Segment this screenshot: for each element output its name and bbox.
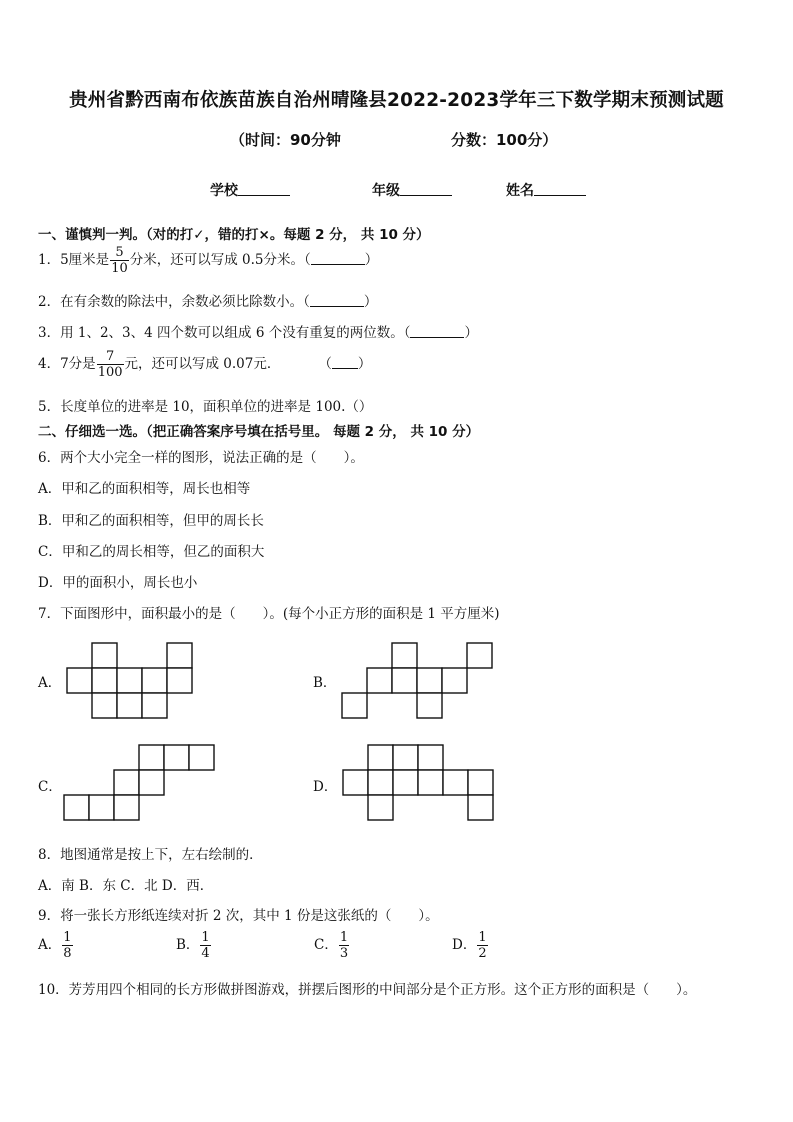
- name-field: [506, 180, 586, 200]
- figure-a-square: [92, 643, 117, 668]
- question-3: [38, 321, 478, 341]
- figure-d-square: [393, 745, 418, 770]
- q9-option-a-fraction: [62, 930, 72, 961]
- figure-b-square: [442, 668, 467, 693]
- figure-c-square: [89, 795, 114, 820]
- q9-option-a-label: A．: [38, 937, 62, 953]
- name-label: 姓名: [506, 183, 534, 199]
- time-limit: （时间：90分钟: [230, 131, 341, 149]
- q1-fraction: [110, 245, 129, 276]
- q2-text: 2．在有余数的除法中，余数必须比除数小。（: [38, 294, 310, 310]
- figure-a-square: [167, 643, 192, 668]
- figure-d-square: [443, 770, 468, 795]
- q1-numerator: 5: [110, 245, 129, 261]
- q7-figure-c: [63, 744, 218, 822]
- q7-option-a-label[interactable]: A．: [38, 675, 62, 691]
- q9-option-c-label: C．: [314, 937, 338, 953]
- figure-b-square: [342, 693, 367, 718]
- q4-text-pre: 4．7分是: [38, 356, 96, 372]
- q6-option-c[interactable]: C．甲和乙的周长相等，但乙的面积大: [38, 544, 265, 560]
- figure-a-square: [167, 668, 192, 693]
- school-blank[interactable]: [238, 181, 290, 196]
- figure-b-square: [367, 668, 392, 693]
- q1-text-post: 分米，还可以写成 0.5分米。（: [129, 252, 311, 268]
- question-1: [38, 245, 378, 276]
- q1-denominator: 10: [111, 261, 128, 276]
- figure-a-square: [67, 668, 92, 693]
- q1-paren-close: ）: [364, 252, 379, 268]
- figure-a-square: [117, 668, 142, 693]
- q1-answer-blank[interactable]: [311, 252, 365, 265]
- question-8-stem: 8．地图通常是按上下，左右绘制的．: [38, 847, 263, 863]
- q7-option-d-label[interactable]: D．: [313, 779, 338, 795]
- figure-a-square: [92, 668, 117, 693]
- question-2: [38, 290, 377, 310]
- figure-c-square: [139, 745, 164, 770]
- figure-b-square: [392, 668, 417, 693]
- figure-c-square: [164, 745, 189, 770]
- figure-d-square: [368, 770, 393, 795]
- q8-options[interactable]: A．南 B．东 C．北 D．西．: [38, 878, 214, 894]
- q2-answer-blank[interactable]: [310, 294, 364, 307]
- grade-field: [372, 180, 452, 200]
- figure-d-square: [343, 770, 368, 795]
- q6-option-b[interactable]: B．甲和乙的面积相等，但甲的周长长: [38, 513, 264, 529]
- q9-option-b[interactable]: [176, 930, 212, 961]
- q4-denominator: 100: [97, 365, 123, 380]
- figure-d-square: [368, 745, 393, 770]
- q7-figure-d: [342, 744, 497, 822]
- total-score: 分数：100分）: [451, 131, 558, 149]
- figure-d-square: [393, 770, 418, 795]
- q9-a-numerator: 1: [63, 930, 72, 945]
- q7-figure-b: [341, 642, 496, 720]
- q4-text-post: 元，还可以写成 0.07元．: [124, 356, 281, 372]
- school-label: 学校: [210, 183, 238, 199]
- q9-option-a[interactable]: [38, 930, 74, 961]
- q9-option-d-fraction: [477, 930, 487, 961]
- q3-paren-close: ）: [464, 325, 478, 341]
- figure-b-square: [417, 668, 442, 693]
- q9-option-c[interactable]: [314, 930, 350, 961]
- q9-d-denominator: 2: [478, 946, 487, 961]
- school-field: [210, 180, 290, 200]
- figure-a-square: [142, 668, 167, 693]
- q7-option-c-label[interactable]: C．: [38, 779, 62, 795]
- q7-option-b-label[interactable]: B．: [313, 675, 337, 691]
- figure-d-square: [468, 770, 493, 795]
- q6-option-a[interactable]: A．甲和乙的面积相等，周长也相等: [38, 481, 251, 497]
- question-10-stem: 10．芳芳用四个相同的长方形做拼图游戏，拼摆后图形的中间部分是个正方形。这个正方形的面积是（ ）。: [38, 982, 697, 998]
- q2-paren-close: ）: [363, 294, 378, 310]
- figure-c-square: [189, 745, 214, 770]
- q9-a-denominator: 8: [63, 946, 72, 961]
- figure-b-square: [392, 643, 417, 668]
- question-4: [38, 349, 371, 380]
- figure-d-square: [468, 795, 493, 820]
- figure-c-square: [114, 795, 139, 820]
- grade-blank[interactable]: [400, 181, 452, 196]
- q9-option-b-fraction: [200, 930, 210, 961]
- q9-option-c-fraction: [339, 930, 349, 961]
- section1-heading: 一、谨慎判一判。（对的打✓，错的打×。每题 2 分， 共 10 分）: [38, 227, 430, 243]
- figure-a-square: [92, 693, 117, 718]
- figure-a-square: [142, 693, 167, 718]
- figure-b-square: [417, 693, 442, 718]
- question-7-stem: 7．下面图形中，面积最小的是（ ）。(每个小正方形的面积是 1 平方厘米): [38, 606, 500, 622]
- name-blank[interactable]: [534, 181, 586, 196]
- figure-d-square: [418, 770, 443, 795]
- q9-option-d-label: D．: [452, 937, 477, 953]
- q3-text: 3．用 1、2、3、4 四个数可以组成 6 个没有重复的两位数。（: [38, 325, 411, 341]
- q9-c-numerator: 1: [339, 930, 349, 945]
- q4-paren-open: （: [318, 356, 332, 372]
- q9-b-denominator: 4: [201, 946, 210, 961]
- q7-figure-a: [66, 642, 196, 720]
- page-title: 贵州省黔西南布依族苗族自治州晴隆县2022-2023学年三下数学期末预测试题: [69, 90, 724, 111]
- q9-option-d[interactable]: [452, 930, 489, 961]
- figure-a-square: [117, 693, 142, 718]
- question-6-stem: 6．两个大小完全一样的图形，说法正确的是（ ）。: [38, 450, 364, 466]
- q9-c-denominator: 3: [339, 946, 349, 961]
- q1-text-pre: 1．5厘米是: [38, 252, 110, 268]
- figure-d-square: [368, 795, 393, 820]
- q9-option-b-label: B．: [176, 937, 200, 953]
- question-9-stem: 9．将一张长方形纸连续对折 2 次，其中 1 份是这张纸的（ ）。: [38, 908, 439, 924]
- q9-b-numerator: 1: [201, 930, 210, 945]
- question-5: 5．长度单位的进率是 10，面积单位的进率是 100.（）: [38, 399, 373, 415]
- figure-c-square: [139, 770, 164, 795]
- q3-answer-blank[interactable]: [410, 325, 464, 338]
- q4-numerator: 7: [97, 349, 124, 365]
- figure-c-square: [64, 795, 89, 820]
- q4-fraction: [97, 349, 124, 380]
- figure-b-square: [467, 643, 492, 668]
- q4-answer-blank[interactable]: [332, 356, 358, 369]
- q4-paren-close: ）: [357, 356, 372, 372]
- grade-label: 年级: [372, 183, 400, 199]
- figure-c-square: [114, 770, 139, 795]
- q6-option-d[interactable]: D．甲的面积小，周长也小: [38, 575, 198, 591]
- q9-d-numerator: 1: [478, 930, 487, 945]
- figure-d-square: [418, 745, 443, 770]
- section2-heading: 二、仔细选一选。（把正确答案序号填在括号里。 每题 2 分， 共 10 分）: [38, 424, 480, 440]
